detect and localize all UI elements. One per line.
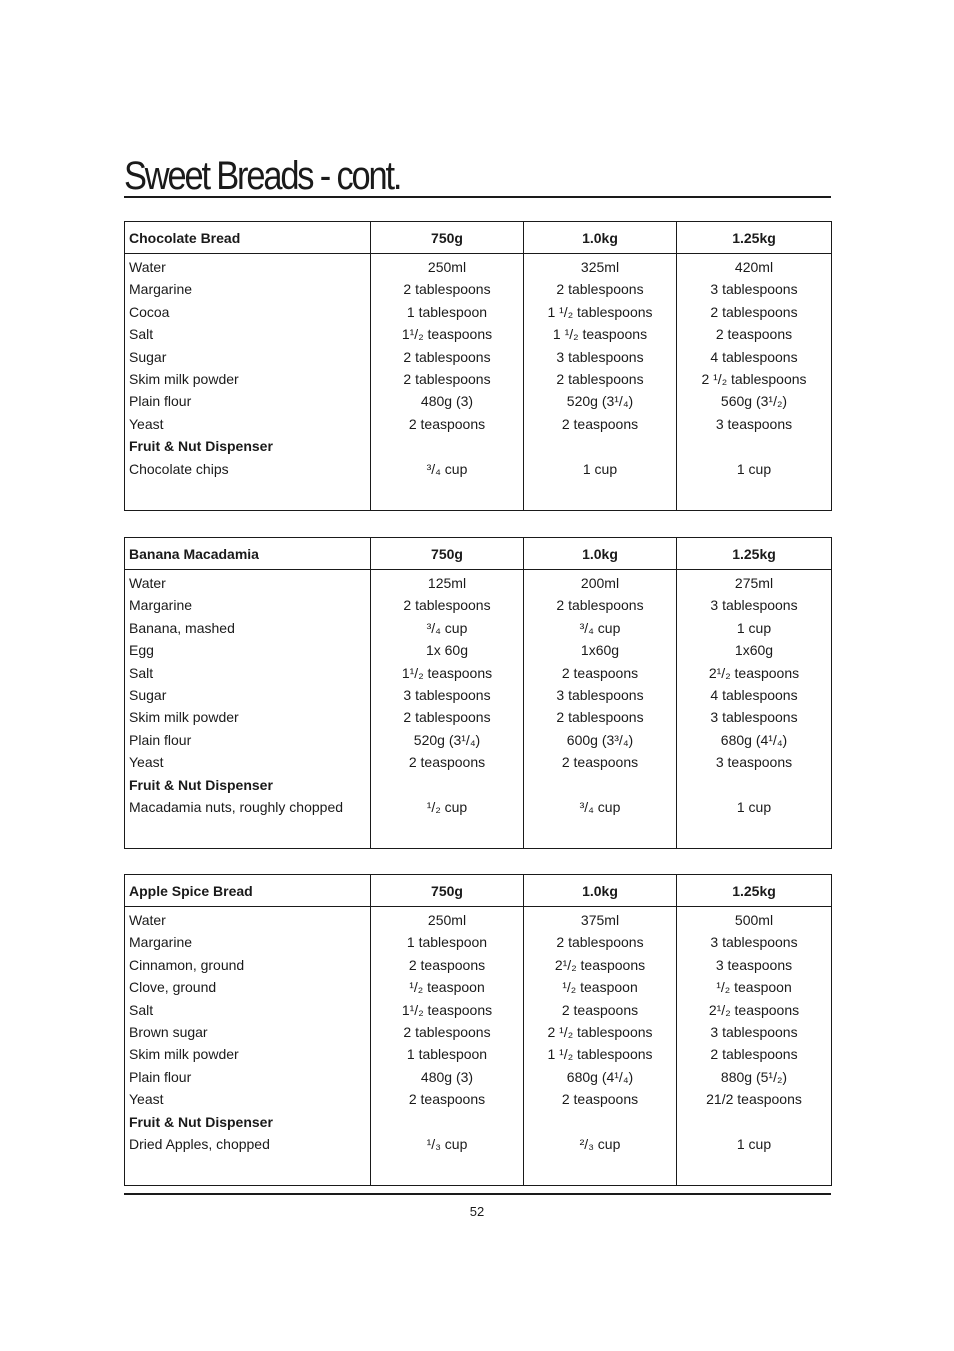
amount-cell: 1 tablespoon xyxy=(371,301,524,323)
amount-cell: 2 tablespoons xyxy=(371,1021,524,1043)
size-header: 1.25kg xyxy=(677,222,832,254)
amount-cell: 1 ¹/₂ tablespoons xyxy=(524,301,677,323)
amount-cell: 1 ¹/₂ teaspoons xyxy=(524,323,677,345)
ingredient-row xyxy=(125,1088,832,1110)
amount-cell: 2 teaspoons xyxy=(371,751,524,773)
size-header: 1.0kg xyxy=(524,538,677,570)
amount-cell: 375ml xyxy=(524,907,677,932)
amount-cell: ²/₃ cup xyxy=(524,1133,677,1155)
ingredient-name: Margarine xyxy=(129,934,193,951)
ingredient-name: Yeast xyxy=(129,754,164,771)
dispenser-heading: Fruit & Nut Dispenser xyxy=(129,438,273,455)
ingredient-name: Yeast xyxy=(129,1091,164,1108)
amount-cell: ¹/₂ teaspoon xyxy=(371,976,524,998)
dispenser-row xyxy=(125,458,832,480)
ingredient-row xyxy=(125,570,832,595)
recipe-name: Banana Macadamia xyxy=(125,538,371,570)
amount-cell: ¹/₂ cup xyxy=(371,796,524,818)
ingredient-row xyxy=(125,1066,832,1088)
ingredient-name: Brown sugar xyxy=(129,1024,208,1041)
amount-cell: 1x60g xyxy=(677,639,832,661)
amount-cell: 3 tablespoons xyxy=(677,278,832,300)
dispenser-row xyxy=(125,1133,832,1155)
ingredient-name: Salt xyxy=(129,1001,154,1018)
ingredient-row xyxy=(125,594,832,616)
amount-cell: 3 tablespoons xyxy=(677,1021,832,1043)
dispenser-heading-row xyxy=(125,774,832,796)
amount-cell: 2 tablespoons xyxy=(371,594,524,616)
amount-cell: 600g (3³/₄) xyxy=(524,729,677,751)
amount-cell: 2 teaspoons xyxy=(524,1088,677,1110)
amount-cell: 2 tablespoons xyxy=(524,706,677,728)
ingredient-name: Margarine xyxy=(129,281,193,298)
size-header: 750g xyxy=(371,538,524,570)
ingredient-row xyxy=(125,278,832,300)
amount-cell: ¹/₂ teaspoon xyxy=(524,976,677,998)
recipe-name: Chocolate Bread xyxy=(125,222,371,254)
amount-cell: 2 tablespoons xyxy=(524,368,677,390)
amount-cell: 2 tablespoons xyxy=(677,301,832,323)
ingredient-row xyxy=(125,254,832,279)
amount-cell: 2 teaspoons xyxy=(371,954,524,976)
ingredient-row xyxy=(125,684,832,706)
amount-cell: ³/₄ cup xyxy=(371,617,524,639)
ingredient-name: Cocoa xyxy=(129,303,170,320)
amount-cell: 420ml xyxy=(677,254,832,279)
ingredient-name: Sugar xyxy=(129,687,167,704)
amount-cell: 480g (3) xyxy=(371,390,524,412)
ingredient-name: Water xyxy=(129,259,166,275)
amount-cell: 1¹/₂ teaspoons xyxy=(371,662,524,684)
dispenser-heading-row xyxy=(125,435,832,457)
amount-cell: 1 tablespoon xyxy=(371,931,524,953)
ingredient-name: Sugar xyxy=(129,348,167,365)
amount-cell: 2 teaspoons xyxy=(371,413,524,435)
amount-cell: 1 cup xyxy=(677,1133,832,1155)
size-header: 750g xyxy=(371,222,524,254)
ingredient-name: Margarine xyxy=(129,597,193,614)
amount-cell: 3 tablespoons xyxy=(524,684,677,706)
amount-cell: 1¹/₂ teaspoons xyxy=(371,999,524,1021)
title-divider xyxy=(124,196,831,198)
amount-cell: 2 teaspoons xyxy=(677,323,832,345)
amount-cell: 1 cup xyxy=(524,458,677,480)
ingredient-name: Skim milk powder xyxy=(129,709,239,726)
ingredient-name: Water xyxy=(129,575,166,591)
ingredient-name: Plain flour xyxy=(129,731,192,748)
amount-cell: 1¹/₂ teaspoons xyxy=(371,323,524,345)
amount-cell: 2 tablespoons xyxy=(371,368,524,390)
ingredient-row xyxy=(125,751,832,773)
amount-cell: 3 teaspoons xyxy=(677,413,832,435)
amount-cell: ³/₄ cup xyxy=(524,796,677,818)
ingredient-row xyxy=(125,617,832,639)
ingredient-row xyxy=(125,954,832,976)
amount-cell: 3 tablespoons xyxy=(677,594,832,616)
amount-cell: 2 tablespoons xyxy=(524,594,677,616)
footer-divider xyxy=(124,1193,831,1195)
amount-cell: 3 tablespoons xyxy=(371,684,524,706)
amount-cell: ¹/₃ cup xyxy=(371,1133,524,1155)
amount-cell: 2 tablespoons xyxy=(371,346,524,368)
ingredient-row xyxy=(125,1043,832,1065)
size-header: 1.25kg xyxy=(677,875,832,907)
size-header: 1.0kg xyxy=(524,875,677,907)
amount-cell: 1 cup xyxy=(677,617,832,639)
amount-cell: 520g (3¹/₄) xyxy=(524,390,677,412)
amount-cell: 1 ¹/₂ tablespoons xyxy=(524,1043,677,1065)
recipe-table-banana-macadamia xyxy=(124,537,832,849)
ingredient-row xyxy=(125,413,832,435)
amount-cell: 3 teaspoons xyxy=(677,954,832,976)
ingredient-row xyxy=(125,999,832,1021)
recipe-table-apple-spice-bread xyxy=(124,874,832,1186)
ingredient-row xyxy=(125,346,832,368)
ingredient-row xyxy=(125,368,832,390)
amount-cell: 2 tablespoons xyxy=(524,931,677,953)
amount-cell: 1 cup xyxy=(677,458,832,480)
amount-cell: 2 teaspoons xyxy=(524,751,677,773)
amount-cell: ¹/₂ teaspoon xyxy=(677,976,832,998)
amount-cell: 2 teaspoons xyxy=(524,413,677,435)
table-header-row xyxy=(125,538,832,570)
ingredient-name: Salt xyxy=(129,326,154,343)
ingredient-name: Banana, mashed xyxy=(129,619,235,636)
amount-cell: 275ml xyxy=(677,570,832,595)
ingredient-name: Salt xyxy=(129,664,154,681)
size-header: 1.25kg xyxy=(677,538,832,570)
ingredient-row xyxy=(125,390,832,412)
ingredient-name: Macadamia nuts, roughly chopped xyxy=(129,799,344,816)
recipe-table-chocolate-bread xyxy=(124,221,832,511)
size-header: 750g xyxy=(371,875,524,907)
ingredient-name: Egg xyxy=(129,642,154,659)
ingredient-name: Plain flour xyxy=(129,393,192,410)
ingredient-name: Cinnamon, ground xyxy=(129,956,245,973)
amount-cell: 3 tablespoons xyxy=(677,706,832,728)
amount-cell: 2 teaspoons xyxy=(371,1088,524,1110)
ingredient-row xyxy=(125,907,832,932)
amount-cell: 3 teaspoons xyxy=(677,751,832,773)
amount-cell: 2 teaspoons xyxy=(524,662,677,684)
amount-cell: 2¹/₂ teaspoons xyxy=(677,999,832,1021)
amount-cell: 880g (5¹/₂) xyxy=(677,1066,832,1088)
amount-cell: 3 tablespoons xyxy=(524,346,677,368)
table-header-row xyxy=(125,875,832,907)
amount-cell: ³/₄ cup xyxy=(524,617,677,639)
size-header: 1.0kg xyxy=(524,222,677,254)
amount-cell: 2¹/₂ teaspoons xyxy=(677,662,832,684)
amount-cell: 2 tablespoons xyxy=(524,278,677,300)
amount-cell: 2 tablespoons xyxy=(371,278,524,300)
amount-cell: 2 ¹/₂ tablespoons xyxy=(677,368,832,390)
ingredient-name: Chocolate chips xyxy=(129,460,229,477)
amount-cell: 1x 60g xyxy=(371,639,524,661)
amount-cell: 520g (3¹/₄) xyxy=(371,729,524,751)
ingredient-row xyxy=(125,729,832,751)
ingredient-row xyxy=(125,1021,832,1043)
amount-cell: 560g (3¹/₂) xyxy=(677,390,832,412)
ingredient-name: Water xyxy=(129,912,166,928)
amount-cell: 2 tablespoons xyxy=(677,1043,832,1065)
dispenser-row xyxy=(125,796,832,818)
amount-cell: 3 tablespoons xyxy=(677,931,832,953)
ingredient-row xyxy=(125,639,832,661)
amount-cell: 4 tablespoons xyxy=(677,684,832,706)
amount-cell: 2 tablespoons xyxy=(371,706,524,728)
amount-cell: 2 teaspoons xyxy=(524,999,677,1021)
recipe-name: Apple Spice Bread xyxy=(125,875,371,907)
amount-cell: 2¹/₂ teaspoons xyxy=(524,954,677,976)
amount-cell: 680g (4¹/₄) xyxy=(524,1066,677,1088)
ingredient-name: Skim milk powder xyxy=(129,1046,239,1063)
ingredient-row xyxy=(125,301,832,323)
ingredient-name: Dried Apples, chopped xyxy=(129,1136,270,1153)
ingredient-row xyxy=(125,662,832,684)
ingredient-name: Clove, ground xyxy=(129,979,217,996)
amount-cell: 1 tablespoon xyxy=(371,1043,524,1065)
ingredient-name: Plain flour xyxy=(129,1068,192,1085)
ingredient-name: Yeast xyxy=(129,415,164,432)
page-number: 52 xyxy=(469,1204,485,1219)
dispenser-heading: Fruit & Nut Dispenser xyxy=(129,1113,273,1130)
amount-cell: 125ml xyxy=(371,570,524,595)
page-title: Sweet Breads - cont. xyxy=(124,154,401,198)
amount-cell: 4 tablespoons xyxy=(677,346,832,368)
dispenser-heading: Fruit & Nut Dispenser xyxy=(129,776,273,793)
ingredient-name: Skim milk powder xyxy=(129,371,239,388)
amount-cell: 500ml xyxy=(677,907,832,932)
amount-cell: 250ml xyxy=(371,254,524,279)
ingredient-row xyxy=(125,706,832,728)
amount-cell: 2 ¹/₂ tablespoons xyxy=(524,1021,677,1043)
amount-cell: 480g (3) xyxy=(371,1066,524,1088)
table-header-row xyxy=(125,222,832,254)
amount-cell: 325ml xyxy=(524,254,677,279)
ingredient-row xyxy=(125,931,832,953)
amount-cell: 1x60g xyxy=(524,639,677,661)
amount-cell: 680g (4¹/₄) xyxy=(677,729,832,751)
amount-cell: 200ml xyxy=(524,570,677,595)
dispenser-heading-row xyxy=(125,1111,832,1133)
ingredient-row xyxy=(125,976,832,998)
amount-cell: 250ml xyxy=(371,907,524,932)
amount-cell: ³/₄ cup xyxy=(371,458,524,480)
ingredient-row xyxy=(125,323,832,345)
amount-cell: 1 cup xyxy=(677,796,832,818)
amount-cell: 21/2 teaspoons xyxy=(677,1088,832,1110)
